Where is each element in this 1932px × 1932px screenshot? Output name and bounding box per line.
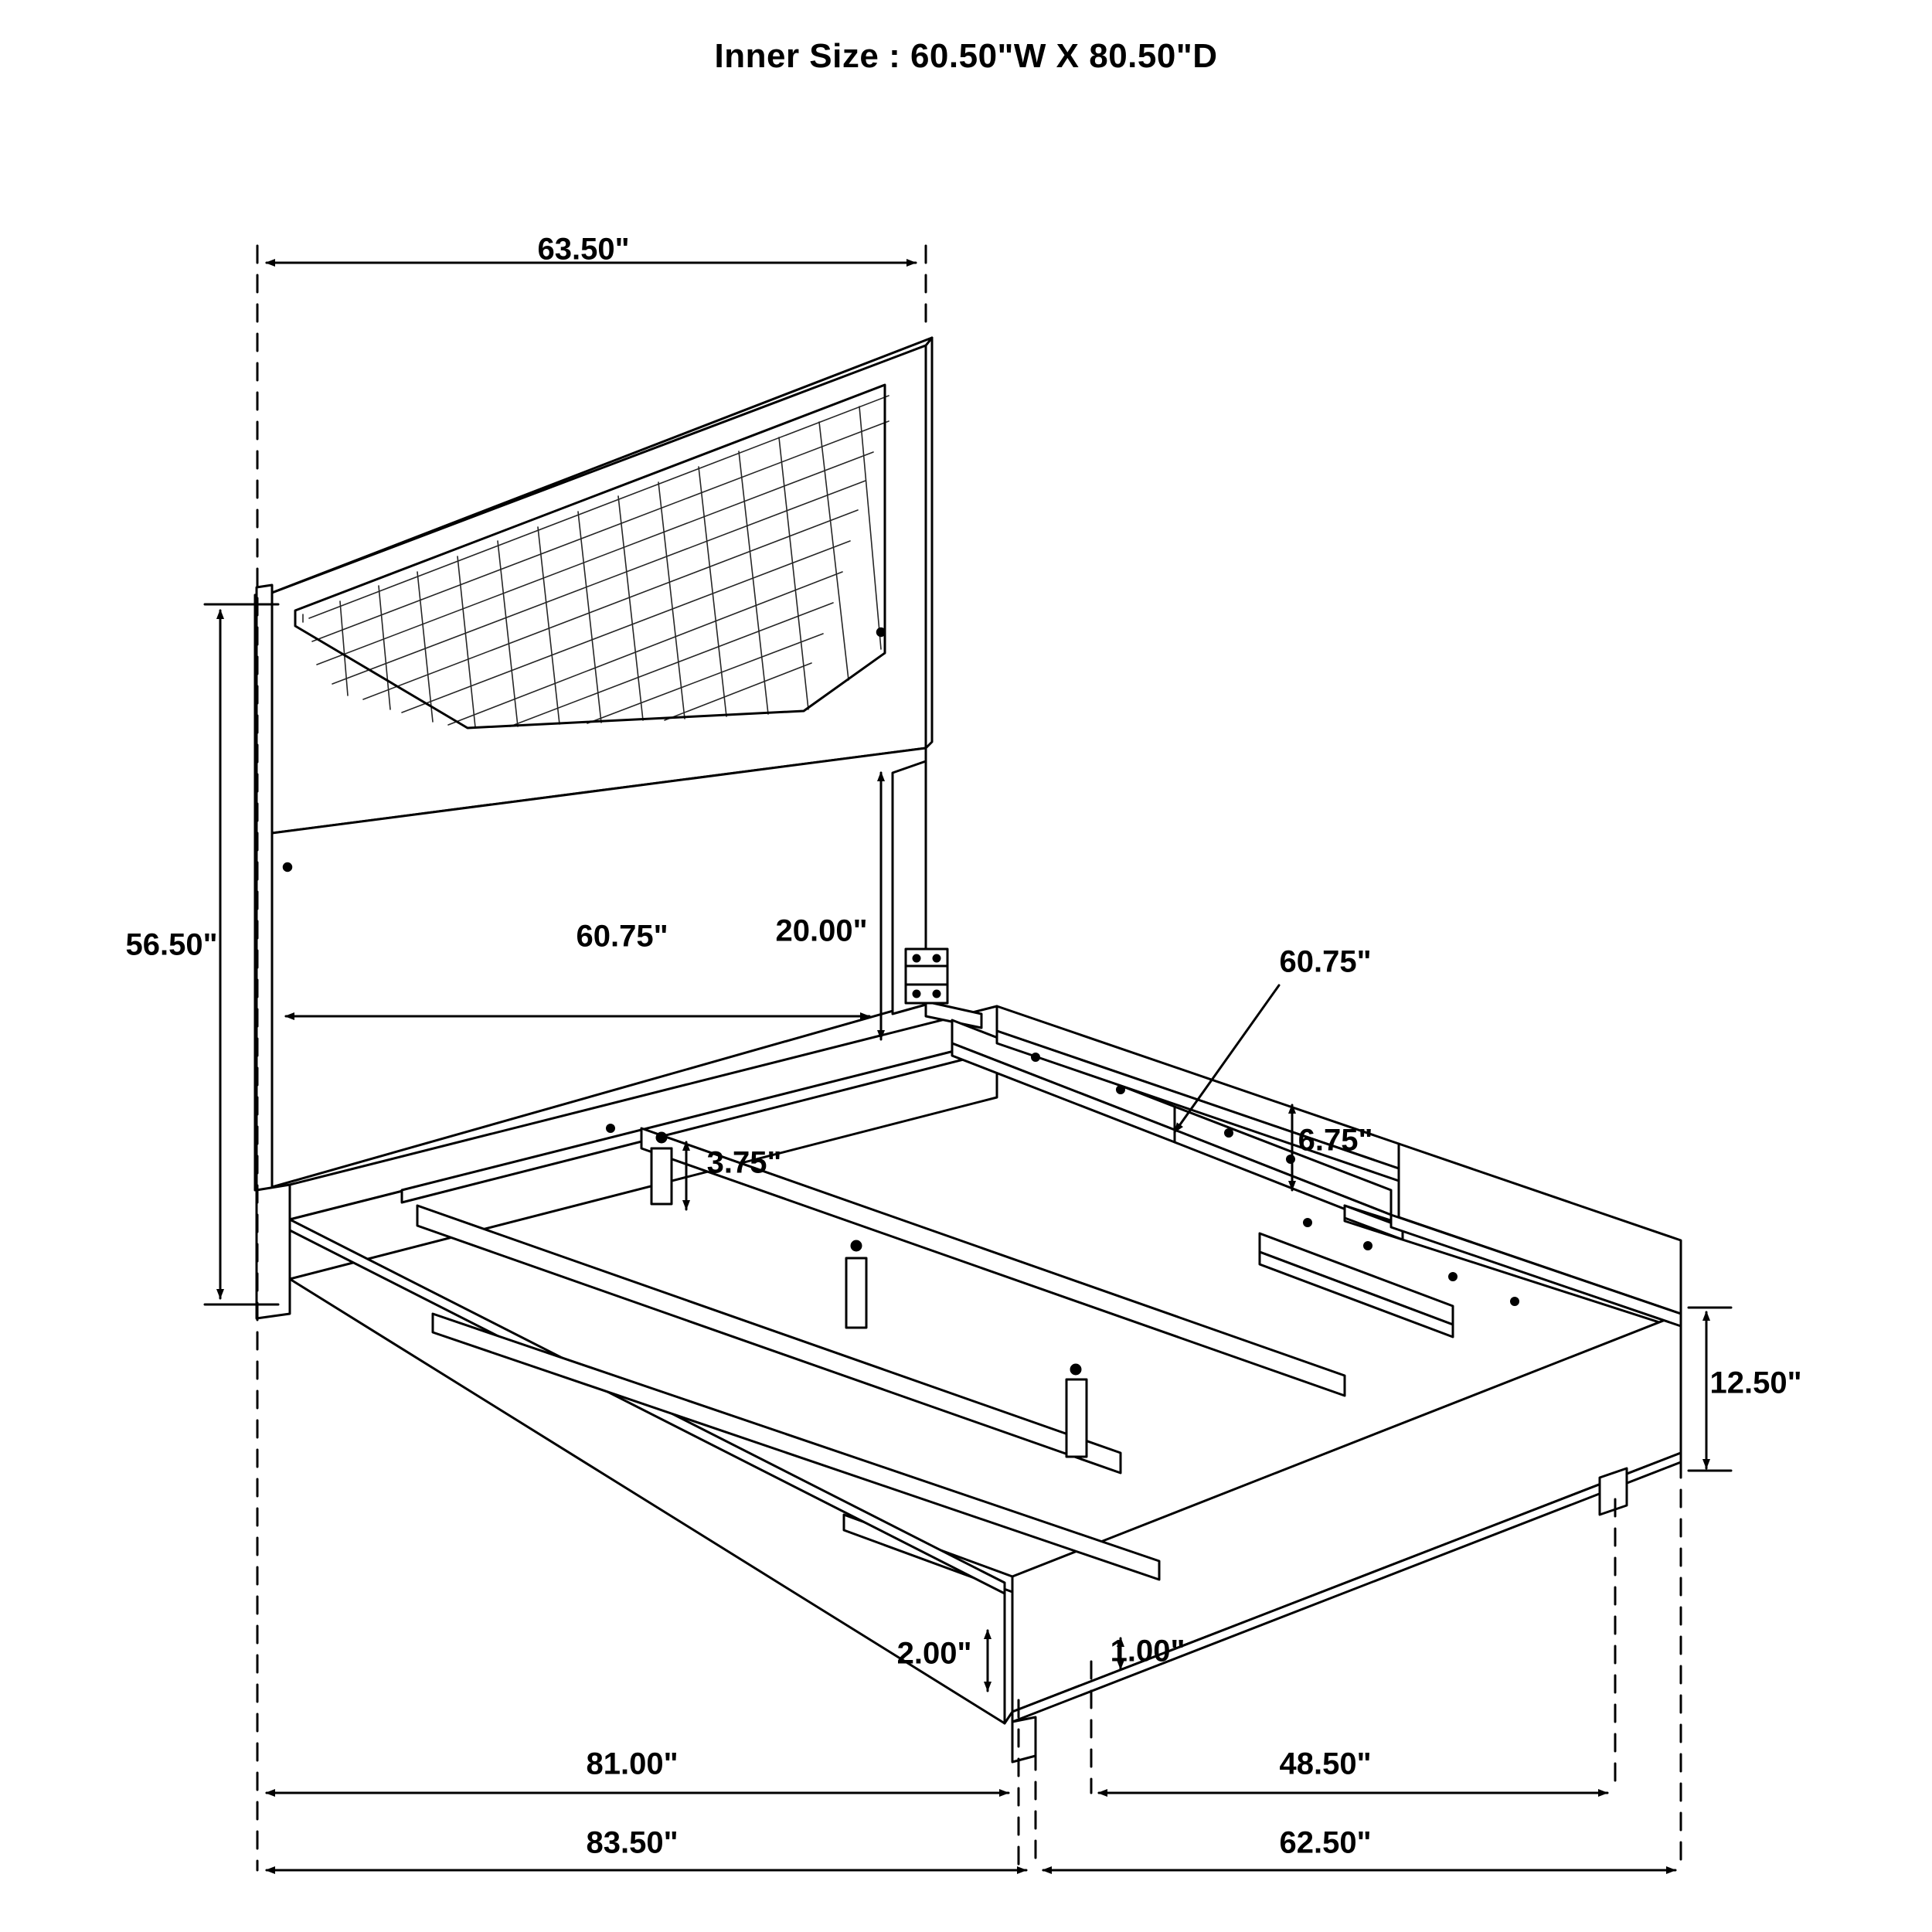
dimension-label-footboard-height: 12.50" bbox=[1709, 1366, 1802, 1400]
page-title: Inner Size : 60.50"W X 80.50"D bbox=[714, 37, 1218, 75]
dimension-label-side-rail-height: 6.75" bbox=[1298, 1123, 1373, 1158]
dimension-label-footboard-depth: 48.50" bbox=[1279, 1747, 1372, 1781]
dimension-label-overall-width: 62.50" bbox=[1279, 1825, 1372, 1860]
dimension-label-headboard-panel-width: 60.75" bbox=[576, 919, 668, 954]
dimension-label-bed-length-inner: 81.00" bbox=[586, 1747, 679, 1781]
dimension-label-slat-support-height: 3.75" bbox=[706, 1145, 782, 1180]
dimension-label-headboard-width: 63.50" bbox=[537, 232, 630, 267]
dimension-label-overall-height: 56.50" bbox=[125, 927, 218, 962]
rail-bracket bbox=[906, 949, 947, 1003]
dimension-label-leg-thickness: 1.00" bbox=[1110, 1634, 1185, 1668]
dimension-label-headboard-panel-height: 20.00" bbox=[775, 913, 868, 948]
dimension-label-overall-length: 83.50" bbox=[586, 1825, 679, 1860]
dimension-label-foot-clearance: 2.00" bbox=[896, 1636, 972, 1671]
dimension-label-rail-width: 60.75" bbox=[1279, 944, 1372, 979]
